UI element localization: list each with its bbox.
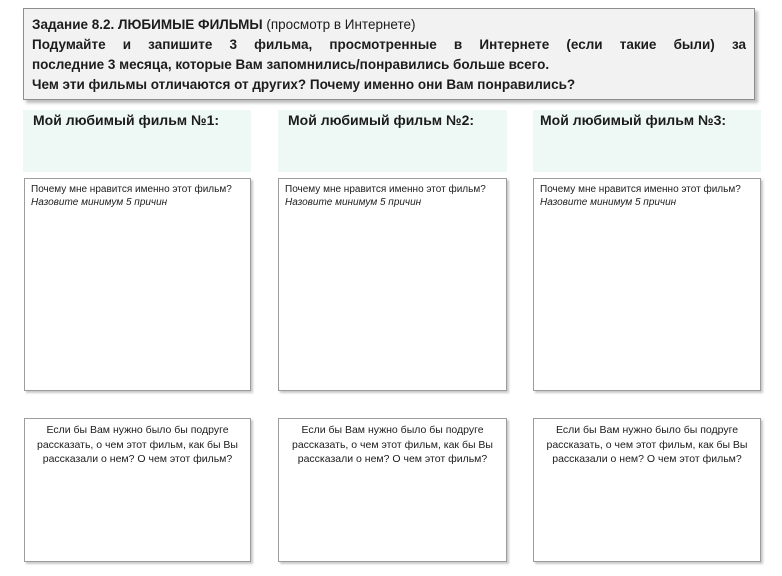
task-title-note: (просмотр в Интернете) [266,17,416,32]
film-1-title: Мой любимый фильм №1: [23,110,251,172]
film-3-reasons-box[interactable] [533,178,761,391]
film-2-summary-prompt: Если бы Вам нужно было бы подруге рассказать, о чем этот фильм, как бы Вы рассказали о нем? О чем этот фильм? [292,424,493,465]
film-3-summary-prompt: Если бы Вам нужно было бы подруге рассказать, о чем этот фильм, как бы Вы рассказали о нем? О чем этот фильм? [546,424,748,465]
film-2-reasons-question: Почему мне нравится именно этот фильм? [285,184,486,195]
task-title [32,15,746,35]
task-instruction-line2: последние 3 месяца, которые Вам запомнились/понравились больше всего. [32,57,550,72]
film-2-reasons-box[interactable] [278,178,507,391]
task-title-bold: Задание 8.2. ЛЮБИМЫЕ ФИЛЬМЫ [32,17,263,32]
film-1-reasons-box[interactable] [24,178,251,391]
film-1-reasons-hint: Назовите минимум 5 причин [31,197,168,208]
film-1-summary-prompt: Если бы Вам нужно было бы подруге рассказать, о чем этот фильм, как бы Вы рассказали о нем? О чем этот фильм? [37,424,238,465]
film-2-title: Мой любимый фильм №2: [278,110,507,172]
film-2-reasons-hint: Назовите минимум 5 причин [285,197,422,208]
task-instruction-line1: Подумайте и запишите 3 фильма, просмотренные в Интернете (если такие были) за [32,37,746,52]
film-3-reasons-hint: Назовите минимум 5 причин [540,197,677,208]
film-3-title: Мой любимый фильм №3: [533,110,761,172]
film-2-summary-box[interactable] [278,418,507,562]
film-3-reasons-question: Почему мне нравится именно этот фильм? [540,184,741,195]
film-1-summary-box[interactable] [24,418,251,562]
task-question: Чем эти фильмы отличаются от других? Почему именно они Вам понравились? [32,77,576,92]
task-header [23,8,755,100]
film-3-summary-box[interactable] [533,418,761,562]
film-1-reasons-question: Почему мне нравится именно этот фильм? [31,184,232,195]
